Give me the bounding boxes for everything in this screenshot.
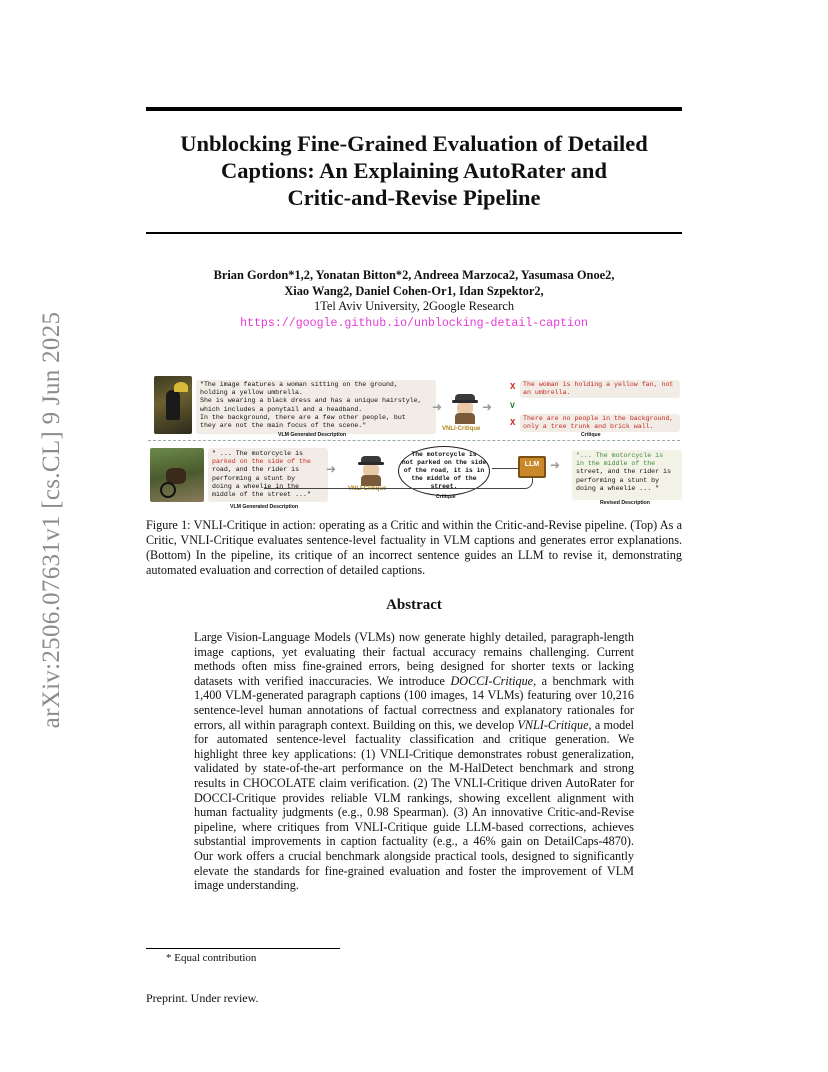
top-model-label: VNLI-Critique — [442, 426, 481, 432]
project-url-link[interactable]: https://google.github.io/unblocking-detail-caption — [240, 317, 588, 330]
arrow-right-icon: ➜ — [432, 400, 443, 414]
abstract-term-docci: DOCCI-Critique — [450, 673, 534, 688]
top-desc-line: which includes a ponytail and a headband. — [200, 405, 363, 413]
revised-line: performing a stunt by — [576, 476, 660, 484]
llm-label: LLM — [524, 461, 540, 468]
bottom-model-label: VNLI-Critique — [348, 486, 387, 492]
top-desc-line: "The image features a woman sitting on the ground, — [200, 381, 398, 388]
top-desc-line: In the background, there are a few other people, but — [200, 413, 406, 421]
title-line-2: Captions: An Explaining AutoRater and — [221, 158, 607, 183]
yellow-umbrella-shape — [174, 382, 188, 392]
revised-line: in the middle of the — [576, 460, 656, 468]
llm-chip-icon — [518, 456, 546, 478]
bottom-desc-line: road, and the rider is — [212, 466, 300, 474]
top-desc-line: holding a yellow umbrella. — [200, 389, 303, 397]
top-critique-label: Critique — [581, 432, 601, 438]
critique-line: street. — [430, 483, 458, 490]
revised-line: doing a wheelie ... " — [576, 484, 660, 492]
bottom-description-label: VLM Generated Description — [230, 504, 299, 510]
wheel-shape — [160, 482, 176, 498]
critique-line: not parked on the side — [401, 459, 487, 466]
incorrect-mark-icon: X — [510, 418, 516, 428]
revised-description-box — [572, 450, 682, 500]
woman-figure-shape — [166, 390, 180, 420]
preprint-notice: Preprint. Under review. — [146, 991, 259, 1005]
figure-divider — [148, 440, 680, 441]
paper-title — [146, 130, 682, 211]
critique-line: the middle of the — [411, 475, 477, 482]
footnote-rule — [146, 948, 340, 949]
top-description-box — [196, 380, 436, 434]
bottom-desc-line: doing a wheelie in the — [212, 482, 300, 490]
authors-line-1: Brian Gordon*1,2, Yonatan Bitton*2, Andreea Marzoca2, Yasumasa Onoe2, — [213, 268, 615, 282]
abstract-heading: Abstract — [386, 597, 442, 613]
arrow-right-icon: ➜ — [482, 400, 493, 414]
abstract-term-vnli: VNLI-Critique — [517, 717, 589, 732]
top-description-label: VLM Generated Description — [278, 432, 347, 438]
abstract-body — [194, 630, 634, 893]
correct-mark-icon: V — [510, 402, 515, 411]
bottom-desc-line: middle of the street ..." — [212, 491, 311, 499]
abstract-text: Large Vision-Language Models (VLMs) now generate highly detailed, paragraph-length image captions, yet evaluating their factual accuracy remains challenging. Current methods often miss fine-grained errors, being designed for shorter texts or lacking datasets with verified inaccuracies. We introduce — [194, 630, 634, 688]
footnote: * Equal contribution — [166, 952, 257, 964]
arrow-right-icon: ➜ — [326, 462, 337, 476]
title-bottom-rule — [146, 232, 682, 234]
motorcycle-photo — [150, 448, 204, 502]
author-block — [146, 268, 682, 315]
title-line-3: Critic-and-Revise Pipeline — [287, 185, 541, 210]
arrow-right-icon: ➜ — [550, 458, 561, 472]
bottom-desc-line: " ... The motorcycle is — [212, 450, 304, 457]
title-top-rule — [146, 107, 682, 111]
arxiv-side-stamp: arXiv:2506.07631v1 [cs.CL] 9 Jun 2025 — [38, 311, 65, 729]
bottom-desc-line: performing a stunt by — [212, 474, 296, 482]
bottom-desc-line: parked on the side of the — [212, 458, 311, 466]
authors-line-2: Xiao Wang2, Daniel Cohen-Or1, Idan Szpektor2, — [284, 283, 544, 298]
figure-caption: Figure 1: VNLI-Critique in action: operating as a Critic and within the Critic-and-Revise pipeline. (Top) As a Critic, VNLI-Critique evaluates sentence-level factuality in VLM captions and generates error explanations. (Bottom) In the pipeline, its critique of an incorrect sentence guides an LLM to revise it, demonstrating automated evaluation and correction of detailed captions. — [146, 518, 682, 577]
bottom-critique-label: Critique — [436, 494, 456, 500]
critique-line: The motorcycle is — [411, 451, 477, 458]
detective-icon — [452, 394, 478, 424]
critique-line: of the road, it is in — [403, 467, 485, 474]
woman-photo — [154, 376, 192, 434]
top-critique-3: There are no people in the background, only a tree trunk and brick wall. — [520, 414, 680, 432]
top-desc-line: She is wearing a black dress and has a unique hairstyle, — [200, 397, 422, 405]
title-line-1: Unblocking Fine-Grained Evaluation of Detailed — [180, 131, 648, 156]
affiliations: 1Tel Aviv University, 2Google Research — [313, 299, 515, 313]
top-critique-1: The woman is holding a yellow fan, not an umbrella. — [520, 380, 680, 398]
top-desc-line: they are not the main focus of the scene." — [200, 422, 367, 430]
incorrect-mark-icon: X — [510, 382, 516, 392]
pipeline-connector — [264, 474, 533, 489]
abstract-text: , a benchmark with 1,400 VLM-generated paragraph captions (100 images, 14 VLMs) featuring over 10,216 sentence-level human annotations of factual correctness and explanatory rationales for errors, all within paragraph context. Building on this, we develop — [194, 673, 634, 732]
revised-description-label: Revised Description — [600, 500, 650, 506]
revised-line: street, and the rider is — [576, 468, 671, 476]
revised-line: "... The motorcycle is — [576, 452, 664, 459]
abstract-text: , a model for automated sentence-level factuality classification and critique generation. We highlight three key applications: (1) VNLI-Critique demonstrates robust generalization, validated by state-of-the-art performance on the M-HalDetect benchmark and strong results in CHOCOLATE claim verification. (2) The VNLI-Critique driven AutoRater for DOCCI-Critique provides reliable VLM rankings, showing excellent alignment with human factuality judgments (e.g., 0.98 Spearman). (3) An innovative Critic-and-Revise pipeline, where critiques from VNLI-Critique guide LLM-based corrections, achieves substantial improvements in caption factuality (e.g., a 46% gain on DetailCaps-4870). Our work offers a crucial benchmark alongside practical tools, designed to significantly elevate the standards for fine-grained evaluation and foster the improvement of VLM image understanding. — [194, 717, 635, 893]
figure-1 — [146, 372, 682, 512]
